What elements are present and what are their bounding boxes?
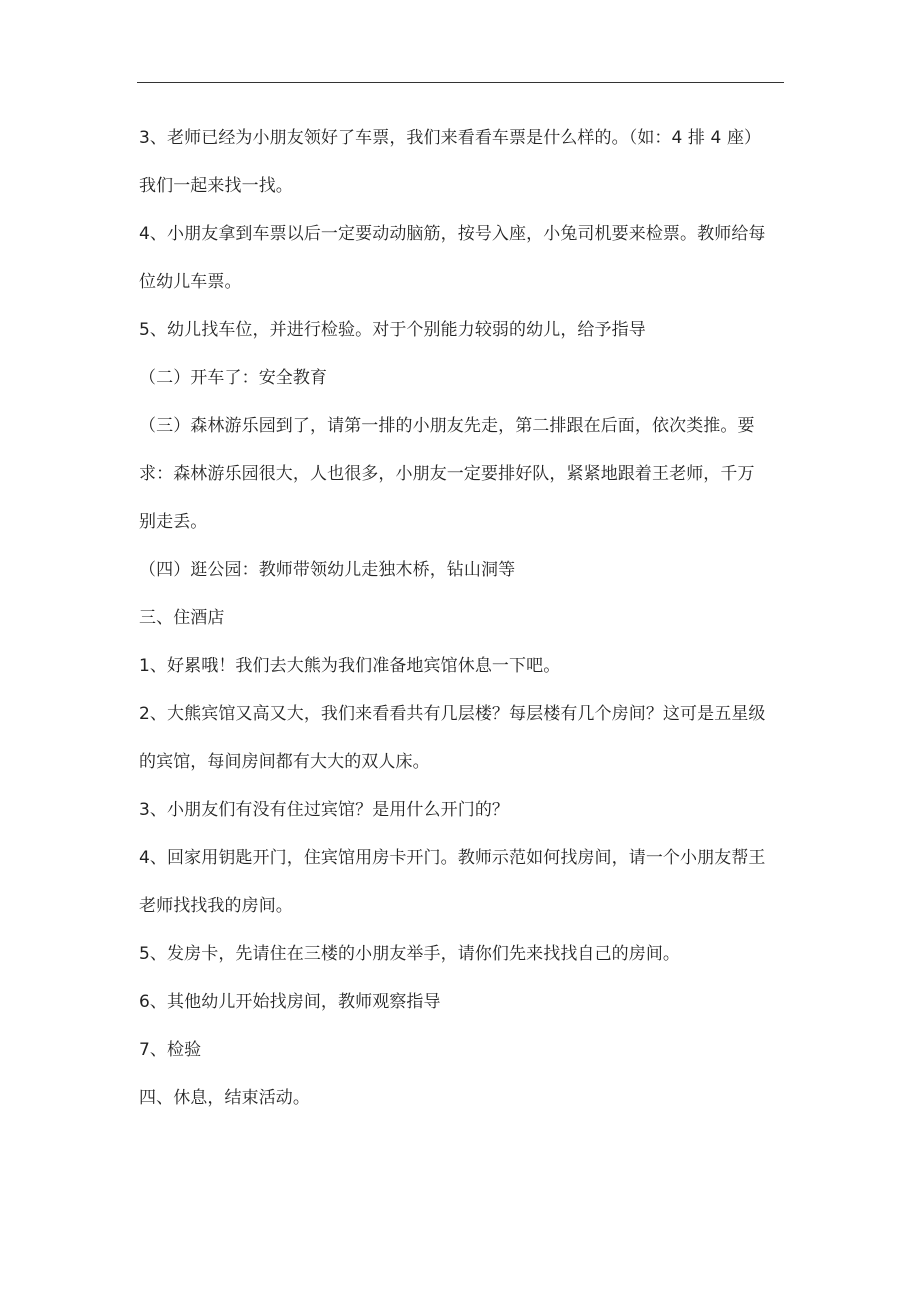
text-line: 3、老师已经为小朋友领好了车票，我们来看看车票是什么样的。（如：4 排 4 座） bbox=[139, 128, 762, 148]
text-line: 别走丢。 bbox=[139, 512, 208, 532]
text-line: 的宾馆，每间房间都有大大的双人床。 bbox=[139, 752, 430, 772]
text-line: 3、小朋友们有没有住过宾馆？是用什么开门的？ bbox=[139, 800, 510, 820]
section-heading: 三、住酒店 bbox=[139, 608, 225, 628]
section-heading: 四、休息，结束活动。 bbox=[139, 1088, 310, 1108]
text-line: 我们一起来找一找。 bbox=[139, 176, 293, 196]
document-body bbox=[139, 114, 789, 1122]
text-line: 5、发房卡，先请住在三楼的小朋友举手，请你们先来找找自己的房间。 bbox=[139, 944, 681, 964]
text-line: 2、大熊宾馆又高又大，我们来看看共有几层楼？每层楼有几个房间？这可是五星级 bbox=[139, 704, 766, 724]
text-line: 4、小朋友拿到车票以后一定要动动脑筋，按号入座，小兔司机要来检票。教师给每 bbox=[139, 224, 766, 244]
section-heading: （二）开车了：安全教育 bbox=[139, 368, 328, 388]
text-line: 1、好累哦！我们去大熊为我们准备地宾馆休息一下吧。 bbox=[139, 656, 561, 676]
text-line: 位幼儿车票。 bbox=[139, 272, 242, 292]
header-rule bbox=[137, 82, 784, 83]
text-line: 7、检验 bbox=[139, 1040, 202, 1060]
text-line: 4、回家用钥匙开门，住宾馆用房卡开门。教师示范如何找房间，请一个小朋友帮王 bbox=[139, 848, 766, 868]
text-line: 5、幼儿找车位，并进行检验。对于个别能力较弱的幼儿，给予指导 bbox=[139, 320, 646, 340]
text-line: 求：森林游乐园很大，人也很多，小朋友一定要排好队，紧紧地跟着王老师，千万 bbox=[139, 464, 755, 484]
text-line: 老师找找我的房间。 bbox=[139, 896, 293, 916]
section-heading: （四）逛公园：教师带领幼儿走独木桥，钻山洞等 bbox=[139, 560, 516, 580]
text-line: （三）森林游乐园到了，请第一排的小朋友先走，第二排跟在后面，依次类推。要 bbox=[139, 416, 755, 436]
text-line: 6、其他幼儿开始找房间，教师观察指导 bbox=[139, 992, 441, 1012]
